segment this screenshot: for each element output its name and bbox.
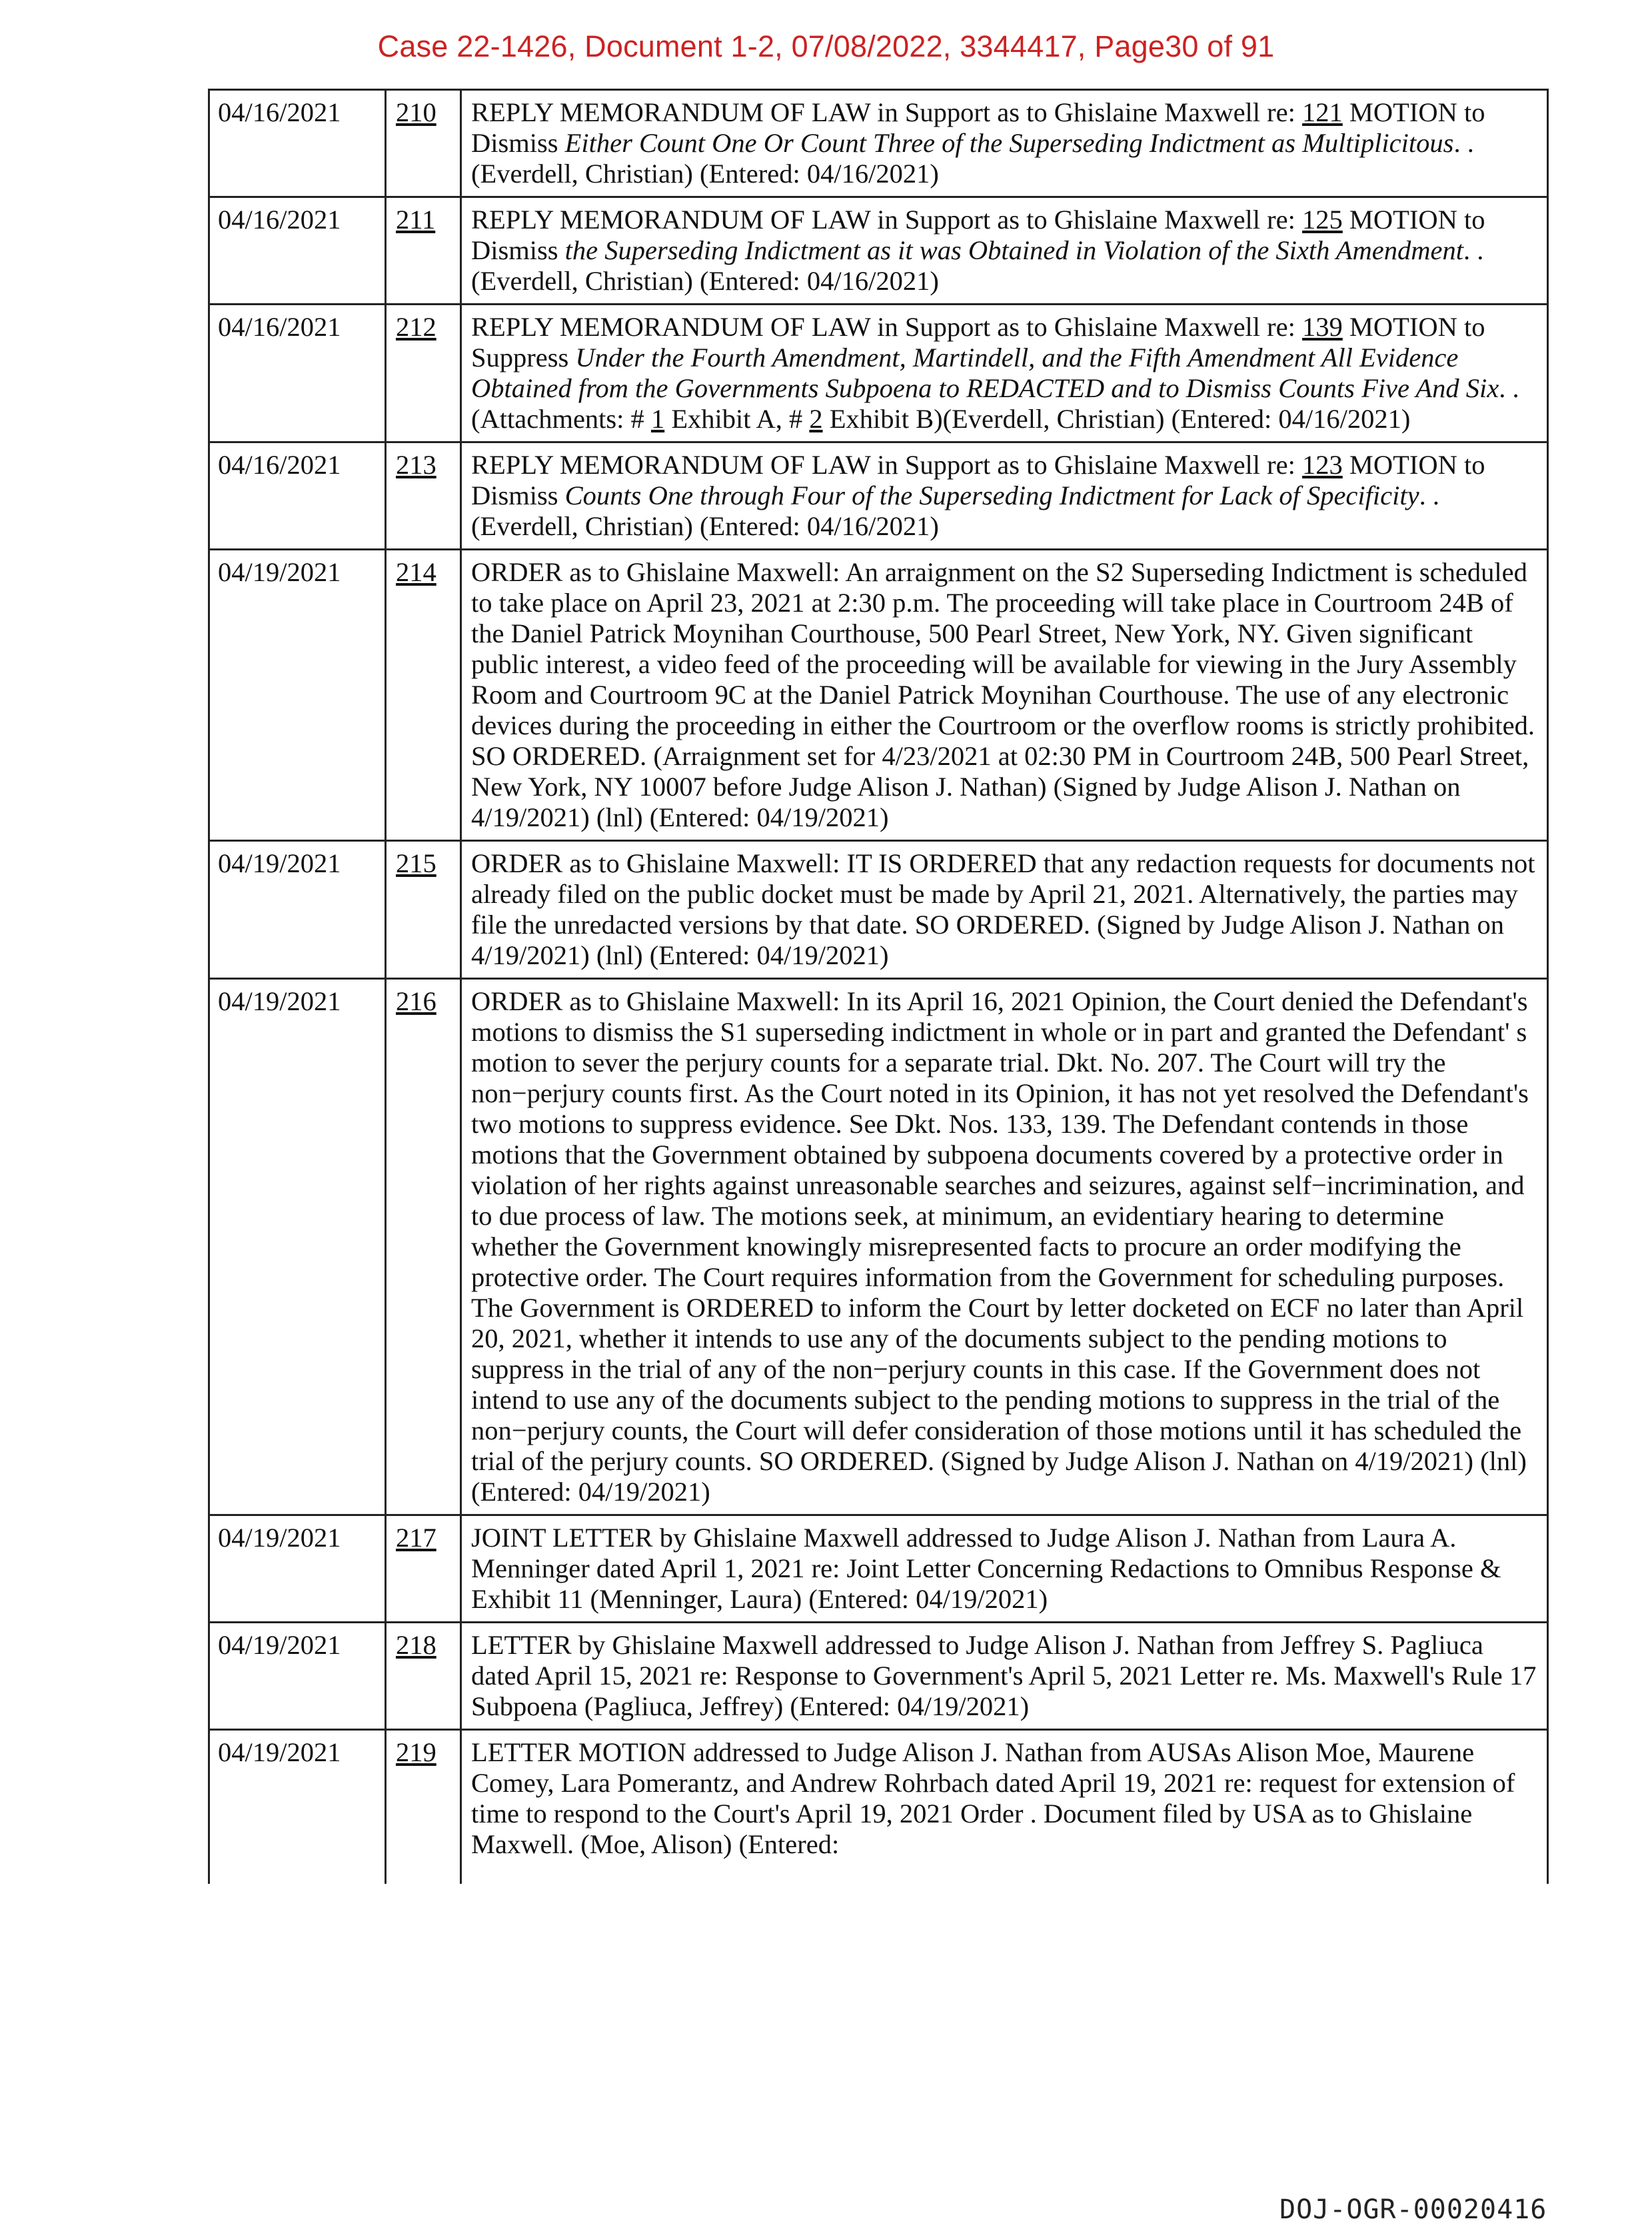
entry-text: MOTION to Dismiss: [471, 97, 1485, 158]
entry-text: REPLY MEMORANDUM OF LAW in Support as to Ghislaine Maxwell re:: [471, 450, 1303, 480]
docket-entry-row: [209, 550, 1548, 841]
docket-reference-link[interactable]: 2: [809, 404, 823, 434]
entry-text: Exhibit B)(Everdell, Christian) (Entered: 04/16/2021): [822, 404, 1411, 434]
entry-number-link[interactable]: 214: [396, 557, 436, 587]
entry-date: 04/16/2021: [209, 197, 386, 305]
entry-date: 04/16/2021: [209, 90, 386, 197]
entry-text: JOINT LETTER by Ghislaine Maxwell addressed to Judge Alison J. Nathan from Laura A. Menninger dated April 1, 2021 re: Joint Letter Concerning Redactions to Omnibus Response & Exhibit 11 (Menninger, Laura) (Entered: 04/19/2021): [471, 1523, 1501, 1614]
docket-table: [208, 89, 1549, 1884]
entry-number-cell: [386, 197, 461, 305]
docket-entry-row: [209, 1515, 1548, 1623]
docket-entry-row: [209, 442, 1548, 550]
bates-number: DOJ-OGR-00020416: [1279, 2194, 1547, 2225]
entry-date: 04/19/2021: [209, 1515, 386, 1623]
docket-entry-row: [209, 90, 1548, 197]
entry-number-link[interactable]: 212: [396, 312, 436, 342]
entry-date: 04/16/2021: [209, 305, 386, 442]
entry-number-cell: [386, 305, 461, 442]
docket-reference-link[interactable]: 139: [1302, 312, 1343, 342]
docket-entry-row: [209, 197, 1548, 305]
entry-description: [461, 90, 1548, 197]
entry-description: [461, 1515, 1548, 1623]
entry-number-link[interactable]: 211: [396, 205, 436, 235]
entry-text: . . (Attachments: #: [471, 373, 1519, 434]
entry-text: LETTER MOTION addressed to Judge Alison J. Nathan from AUSAs Alison Moe, Maurene Comey, Lara Pomerantz, and Andrew Rohrbach dated April 19, 2021 re: request for extension of time to respond to the Court's April 19, 2021 Order . Document filed by USA as to Ghislaine Maxwell. (Moe, Alison) (Entered:: [471, 1737, 1515, 1859]
motion-title: Under the Fourth Amendment, Martindell, and the Fifth Amendment All Evidence Obtained from the Governments Subpoena to REDACTED and to Dismiss Counts Five And Six: [471, 343, 1499, 403]
entry-date: 04/19/2021: [209, 1623, 386, 1730]
entry-description: [461, 305, 1548, 442]
motion-title: Either Count One Or Count Three of the Superseding Indictment as Multiplicitous: [564, 128, 1454, 158]
entry-text: ORDER as to Ghislaine Maxwell: In its April 16, 2021 Opinion, the Court denied the Defendant's motions to dismiss the S1 superseding indictment in whole or in part and granted the Defendant' s motion to sever the perjury counts for a separate trial. Dkt. No. 207. The Court will try the non−perjury counts first. As the Court noted in its Opinion, it has not yet resolved the Defendant's two motions to suppress evidence. See Dkt. Nos. 133, 139. The Defendant contends in those motions that the Government obtained by subpoena documents covered by a protective order in violation of her rights against unreasonable searches and seizures, against self−incrimination, and to due process of law. The motions seek, at minimum, an evidentiary hearing to determine whether the Government knowingly misrepresented facts to procure an order modifying the protective order. The Court requires information from the Government for scheduling purposes. The Government is ORDERED to inform the Court by letter docketed on ECF no later than April 20, 2021, whether it intends to use any of the documents subject to the pending motions to suppress in the trial of any of the non−perjury counts in this case. If the Government does not intend to use any of the documents subject to the pending motions to suppress in the trial of the non−perjury counts, the Court will defer consideration of those motions until it has scheduled the trial of the perjury counts. SO ORDERED. (Signed by Judge Alison J. Nathan on 4/19/2021) (lnl) (Entered: 04/19/2021): [471, 986, 1529, 1507]
docket-entry-row: [209, 1623, 1548, 1730]
entry-number-cell: [386, 550, 461, 841]
entry-number-link[interactable]: 216: [396, 986, 436, 1016]
case-header: Case 22-1426, Document 1-2, 07/08/2022, 3344417, Page30 of 91: [377, 29, 1275, 63]
entry-number-link[interactable]: 215: [396, 848, 436, 878]
motion-title: the Superseding Indictment as it was Obtained in Violation of the Sixth Amendment: [564, 235, 1463, 265]
entry-description: [461, 1730, 1548, 1884]
entry-number-link[interactable]: 218: [396, 1630, 436, 1660]
entry-number-cell: [386, 1515, 461, 1623]
entry-date: 04/19/2021: [209, 979, 386, 1515]
entry-description: [461, 979, 1548, 1515]
entry-text: . . (Everdell, Christian) (Entered: 04/16/2021): [471, 235, 1484, 296]
entry-date: 04/19/2021: [209, 550, 386, 841]
motion-title: Counts One through Four of the Superseding Indictment for Lack of Specificity: [564, 480, 1419, 510]
docket-entry-row: [209, 841, 1548, 979]
entry-description: [461, 841, 1548, 979]
entry-text: . . (Everdell, Christian) (Entered: 04/16/2021): [471, 128, 1474, 189]
entry-date: 04/19/2021: [209, 1730, 386, 1884]
entry-text: REPLY MEMORANDUM OF LAW in Support as to Ghislaine Maxwell re:: [471, 97, 1303, 127]
entry-text: . . (Everdell, Christian) (Entered: 04/16/2021): [471, 480, 1439, 541]
entry-number-cell: [386, 90, 461, 197]
docket-reference-link[interactable]: 1: [650, 404, 665, 434]
entry-text: Exhibit A, #: [664, 404, 810, 434]
entry-text: REPLY MEMORANDUM OF LAW in Support as to Ghislaine Maxwell re:: [471, 205, 1303, 235]
entry-text: MOTION to Dismiss: [471, 450, 1485, 510]
docket-entry-row: [209, 305, 1548, 442]
docket-entry-row: [209, 1730, 1548, 1884]
docket-body: [209, 90, 1548, 1884]
docket-reference-link[interactable]: 123: [1302, 450, 1343, 480]
entry-number-link[interactable]: 210: [396, 97, 436, 127]
docket-reference-link[interactable]: 125: [1302, 205, 1343, 235]
entry-number-cell: [386, 1623, 461, 1730]
entry-date: 04/16/2021: [209, 442, 386, 550]
entry-date: 04/19/2021: [209, 841, 386, 979]
entry-description: [461, 197, 1548, 305]
entry-text: REPLY MEMORANDUM OF LAW in Support as to Ghislaine Maxwell re:: [471, 312, 1303, 342]
entry-text: MOTION to Dismiss: [471, 205, 1485, 265]
docket-reference-link[interactable]: 121: [1302, 97, 1343, 127]
entry-number-link[interactable]: 219: [396, 1737, 436, 1767]
entry-number-cell: [386, 979, 461, 1515]
docket-entry-row: [209, 979, 1548, 1515]
entry-number-cell: [386, 841, 461, 979]
entry-description: [461, 550, 1548, 841]
entry-description: [461, 442, 1548, 550]
entry-number-link[interactable]: 213: [396, 450, 436, 480]
entry-number-cell: [386, 1730, 461, 1884]
entry-text: ORDER as to Ghislaine Maxwell: An arraignment on the S2 Superseding Indictment is scheduled to take place on April 23, 2021 at 2:30 p.m. The proceeding will take place in Courtroom 24B of the Daniel Patrick Moynihan Courthouse, 500 Pearl Street, New York, NY. Given significant public interest, a video feed of the proceeding will be available for viewing in the Jury Assembly Room and Courtroom 9C at the Daniel Patrick Moynihan Courthouse. The use of any electronic devices during the proceeding in either the Courtroom or the overflow rooms is strictly prohibited. SO ORDERED. (Arraignment set for 4/23/2021 at 02:30 PM in Courtroom 24B, 500 Pearl Street, New York, NY 10007 before Judge Alison J. Nathan) (Signed by Judge Alison J. Nathan on 4/19/2021) (lnl) (Entered: 04/19/2021): [471, 557, 1535, 832]
entry-text: MOTION to Suppress: [471, 312, 1485, 373]
entry-text: ORDER as to Ghislaine Maxwell: IT IS ORDERED that any redaction requests for documents not already filed on the public docket must be made by April 21, 2021. Alternatively, the parties may file the unredacted versions by that date. SO ORDERED. (Signed by Judge Alison J. Nathan on 4/19/2021) (lnl) (Entered: 04/19/2021): [471, 848, 1535, 970]
entry-number-cell: [386, 442, 461, 550]
entry-text: LETTER by Ghislaine Maxwell addressed to Judge Alison J. Nathan from Jeffrey S. Pagliuca dated April 15, 2021 re: Response to Government's April 5, 2021 Letter re. Ms. Maxwell's Rule 17 Subpoena (Pagliuca, Jeffrey) (Entered: 04/19/2021): [471, 1630, 1537, 1721]
entry-number-link[interactable]: 217: [396, 1523, 436, 1553]
entry-description: [461, 1623, 1548, 1730]
